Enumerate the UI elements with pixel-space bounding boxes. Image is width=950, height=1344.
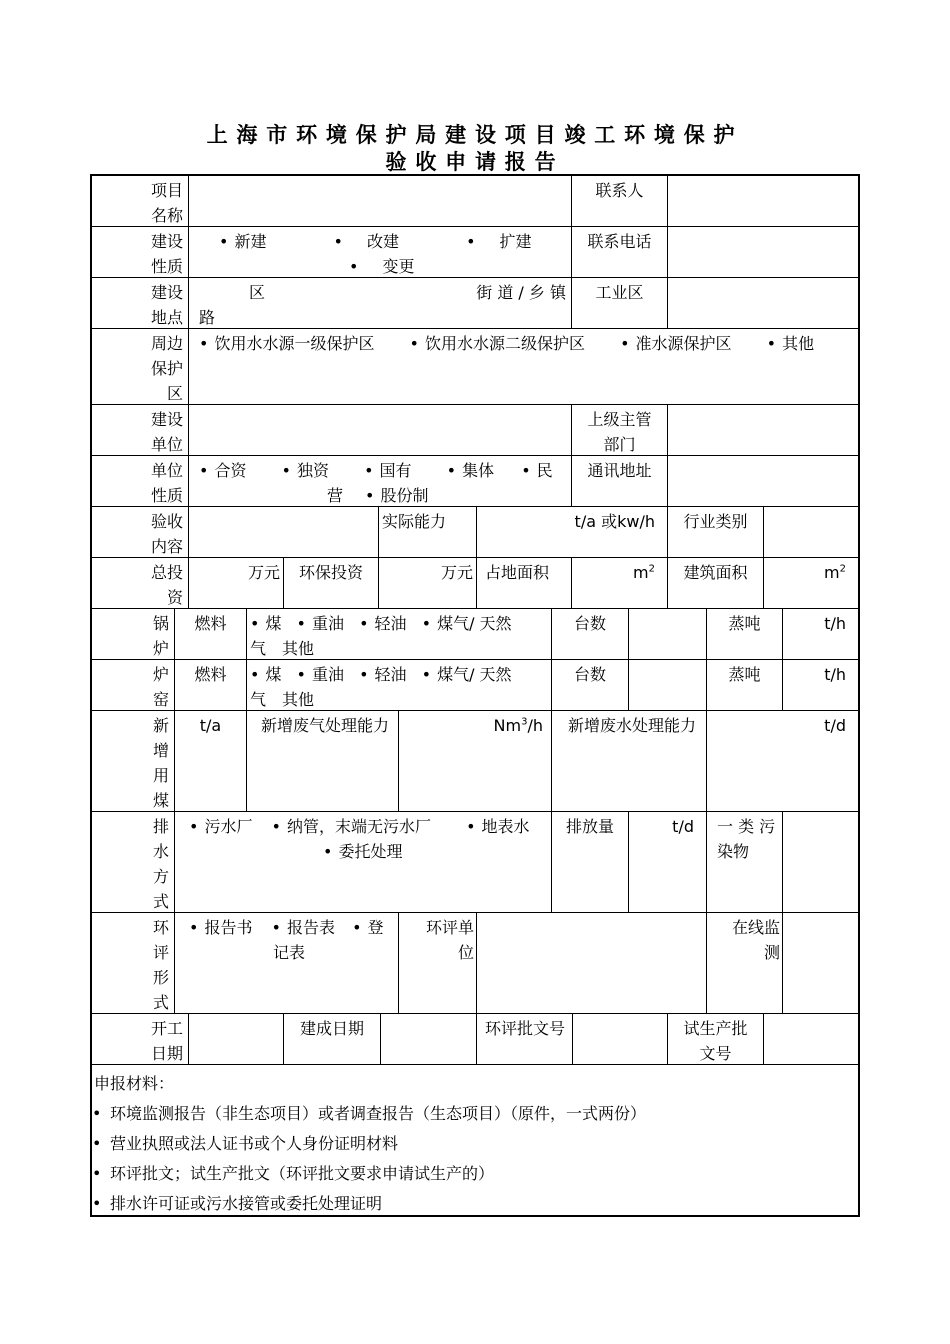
label-building-area: 建筑面积 bbox=[683, 563, 748, 582]
label-kiln-fuel: 燃料 bbox=[194, 665, 227, 684]
industry-field[interactable] bbox=[764, 507, 858, 557]
unit-nature-options bbox=[189, 456, 571, 506]
label-trial-approval: 试生产批文号 bbox=[683, 1019, 748, 1063]
label-discharge: 排放量 bbox=[565, 817, 614, 836]
kiln-steam-field[interactable]: t/h bbox=[824, 665, 846, 684]
label-eia-unit: 环评单位 bbox=[426, 918, 475, 962]
option-zone-1[interactable]: • 饮用水水源一级保护区 bbox=[199, 331, 374, 356]
label-contact: 联系人 bbox=[595, 181, 644, 200]
drain-opt-sewer[interactable]: • 纳管，末端无污水厂 bbox=[272, 814, 431, 839]
label-industry: 行业类别 bbox=[683, 512, 748, 531]
label-capacity: 实际能力 bbox=[382, 512, 447, 531]
label-protection-zone: 周边保护区 bbox=[151, 334, 184, 403]
option-state[interactable]: • 国有 bbox=[364, 458, 411, 483]
material-item: • 环评批文；试生产批文（环评批文要求申请试生产的） bbox=[94, 1164, 494, 1184]
kiln-fuel-options: • 煤 • 重油 • 轻油 • 煤气/ 天然 气 其他 bbox=[247, 660, 551, 710]
label-project-name: 项目名称 bbox=[151, 181, 184, 225]
label-approval-no: 环评批文号 bbox=[485, 1019, 566, 1038]
gas-capacity-field[interactable]: Nm$^3$/h bbox=[493, 716, 543, 735]
label-gas-capacity: 新增废气处理能力 bbox=[261, 716, 390, 735]
option-private[interactable]: • 民 bbox=[521, 458, 552, 483]
street-text: 街 道 / 乡 镇 bbox=[476, 283, 566, 302]
building-area-field[interactable]: $m^2$ bbox=[824, 563, 846, 582]
label-kiln-count: 台数 bbox=[573, 665, 606, 684]
option-zone-3[interactable]: • 准水源保护区 bbox=[620, 331, 731, 356]
kiln-other-line[interactable] bbox=[314, 693, 414, 710]
boiler-other-line[interactable] bbox=[314, 642, 414, 659]
label-build-unit: 建设单位 bbox=[151, 410, 184, 454]
label-water-capacity: 新增废水处理能力 bbox=[568, 716, 697, 735]
label-done-date: 建成日期 bbox=[299, 1019, 364, 1038]
label-boiler-steam: 蒸吨 bbox=[728, 614, 761, 633]
label-land-area: 占地面积 bbox=[485, 563, 550, 582]
material-item: • 环境监测报告（非生态项目）或者调查报告（生态项目）（原件，一式两份） bbox=[94, 1104, 646, 1124]
label-boiler-fuel: 燃料 bbox=[194, 614, 227, 633]
boiler-opt-heavy-oil[interactable]: • 重油 bbox=[297, 611, 344, 636]
boiler-fuel-options: • 煤 • 重油 • 轻油 • 煤气/ 天然 气 其他 bbox=[247, 609, 551, 659]
option-jv[interactable]: • 合资 bbox=[199, 458, 246, 483]
label-online-monitor: 在线监测 bbox=[732, 918, 781, 962]
contact-field[interactable] bbox=[668, 176, 858, 226]
water-capacity-field[interactable]: t/d bbox=[824, 716, 846, 735]
option-collective[interactable]: • 集体 bbox=[447, 458, 494, 483]
material-item: • 营业执照或法人证书或个人身份证明材料 bbox=[94, 1134, 398, 1154]
label-boiler-count: 台数 bbox=[573, 614, 606, 633]
acceptance-content-field[interactable] bbox=[189, 507, 378, 557]
label-start-date: 开工日期 bbox=[151, 1019, 184, 1063]
boiler-count-field[interactable] bbox=[629, 609, 706, 659]
kiln-opt-light-oil[interactable]: • 轻油 bbox=[359, 662, 406, 687]
trial-approval-field[interactable] bbox=[764, 1014, 858, 1064]
label-boiler: 锅炉 bbox=[153, 614, 170, 658]
kiln-count-field[interactable] bbox=[629, 660, 706, 710]
land-area-field[interactable]: $m^2$ bbox=[633, 563, 655, 582]
option-private-tail: 营 bbox=[327, 486, 344, 505]
title-line-2: 验收申请报告 bbox=[385, 150, 565, 174]
online-monitor-field[interactable] bbox=[783, 913, 858, 1013]
boiler-steam-field[interactable]: t/h bbox=[824, 614, 846, 633]
label-pollutant: 一 类 污 染物 bbox=[717, 817, 776, 861]
option-zone-2[interactable]: • 饮用水水源二级保护区 bbox=[410, 331, 585, 356]
superior-field[interactable] bbox=[668, 405, 858, 455]
label-build-nature: 建设性质 bbox=[151, 232, 184, 276]
label-drainage: 排水方式 bbox=[153, 817, 170, 911]
label-eia-form: 环评形式 bbox=[153, 918, 170, 1012]
title-line-1: 上海市环境保护局建设项目竣工环境保护 bbox=[206, 123, 744, 147]
road-text: 路 bbox=[199, 308, 216, 327]
option-zone-other[interactable]: • 其他 bbox=[767, 331, 814, 356]
eia-unit-field[interactable] bbox=[477, 913, 706, 1013]
kiln-opt-gas[interactable]: • 煤气/ 天然 bbox=[422, 662, 512, 687]
boiler-opt-light-oil[interactable]: • 轻油 bbox=[359, 611, 406, 636]
build-location-field[interactable] bbox=[189, 278, 571, 328]
drain-opt-entrust[interactable]: • 委托处理 bbox=[323, 839, 402, 864]
total-investment-field[interactable]: 万元 bbox=[247, 563, 280, 582]
industrial-field[interactable] bbox=[668, 278, 858, 328]
address-field[interactable] bbox=[668, 456, 858, 506]
build-unit-field[interactable] bbox=[189, 405, 571, 455]
kiln-opt-coal[interactable]: • 煤 bbox=[250, 662, 281, 687]
eia-opt-book[interactable]: • 报告书 bbox=[189, 915, 252, 940]
label-total-investment: 总投资 bbox=[151, 563, 184, 607]
option-new[interactable]: • 新建 bbox=[219, 229, 266, 254]
drain-opt-plant[interactable]: • 污水厂 bbox=[189, 814, 252, 839]
option-expand[interactable]: • 扩建 bbox=[466, 229, 531, 254]
done-date-field[interactable] bbox=[381, 1014, 476, 1064]
eia-opt-table[interactable]: • 报告表 bbox=[272, 915, 335, 940]
material-item: • 排水许可证或污水接管或委托处理证明 bbox=[94, 1194, 382, 1214]
label-new-coal: 新增用煤 bbox=[153, 716, 170, 810]
eia-form-options: • 报告书 • 报告表 • 登 记表 bbox=[175, 913, 398, 1013]
label-env-investment: 环保投资 bbox=[298, 563, 363, 582]
option-sole[interactable]: • 独资 bbox=[282, 458, 329, 483]
label-unit-nature: 单位性质 bbox=[151, 461, 184, 505]
label-superior: 上级主管部门 bbox=[587, 410, 652, 454]
option-shareholding[interactable]: • 股份制 bbox=[365, 483, 428, 506]
label-industrial: 工业区 bbox=[595, 283, 644, 302]
drain-opt-surface[interactable]: • 地表水 bbox=[466, 814, 529, 839]
approval-no-field[interactable] bbox=[573, 1014, 667, 1064]
materials-heading: 申报材料： bbox=[94, 1074, 175, 1093]
project-name-field[interactable] bbox=[189, 176, 571, 226]
label-acceptance-content: 验收内容 bbox=[151, 512, 184, 556]
kiln-opt-heavy-oil[interactable]: • 重油 bbox=[297, 662, 344, 687]
env-investment-field[interactable]: 万元 bbox=[440, 563, 473, 582]
eia-opt-register[interactable]: • 登 bbox=[352, 915, 383, 940]
label-kiln-steam: 蒸吨 bbox=[728, 665, 761, 684]
label-phone: 联系电话 bbox=[587, 232, 652, 251]
phone-field[interactable] bbox=[668, 227, 858, 277]
capacity-field[interactable]: t/a 或kw/h bbox=[574, 512, 655, 531]
label-kiln: 炉窑 bbox=[153, 665, 170, 709]
district-text: 区 bbox=[249, 283, 266, 302]
drainage-options bbox=[175, 812, 551, 912]
boiler-opt-gas[interactable]: • 煤气/ 天然 bbox=[422, 611, 512, 636]
label-address: 通讯地址 bbox=[587, 461, 652, 480]
start-date-field[interactable] bbox=[189, 1014, 283, 1064]
protection-zone-options bbox=[189, 329, 858, 404]
label-build-location: 建设地点 bbox=[151, 283, 184, 327]
boiler-opt-coal[interactable]: • 煤 bbox=[250, 611, 281, 636]
build-nature-options bbox=[189, 227, 571, 277]
option-rebuild[interactable]: • 改建 bbox=[334, 229, 399, 254]
option-change[interactable]: • 变更 bbox=[349, 254, 414, 277]
row-divider bbox=[90, 1064, 860, 1065]
new-coal-field[interactable]: t/a bbox=[199, 716, 222, 735]
discharge-field[interactable]: t/d bbox=[672, 817, 694, 836]
pollutant-field[interactable] bbox=[783, 812, 858, 912]
